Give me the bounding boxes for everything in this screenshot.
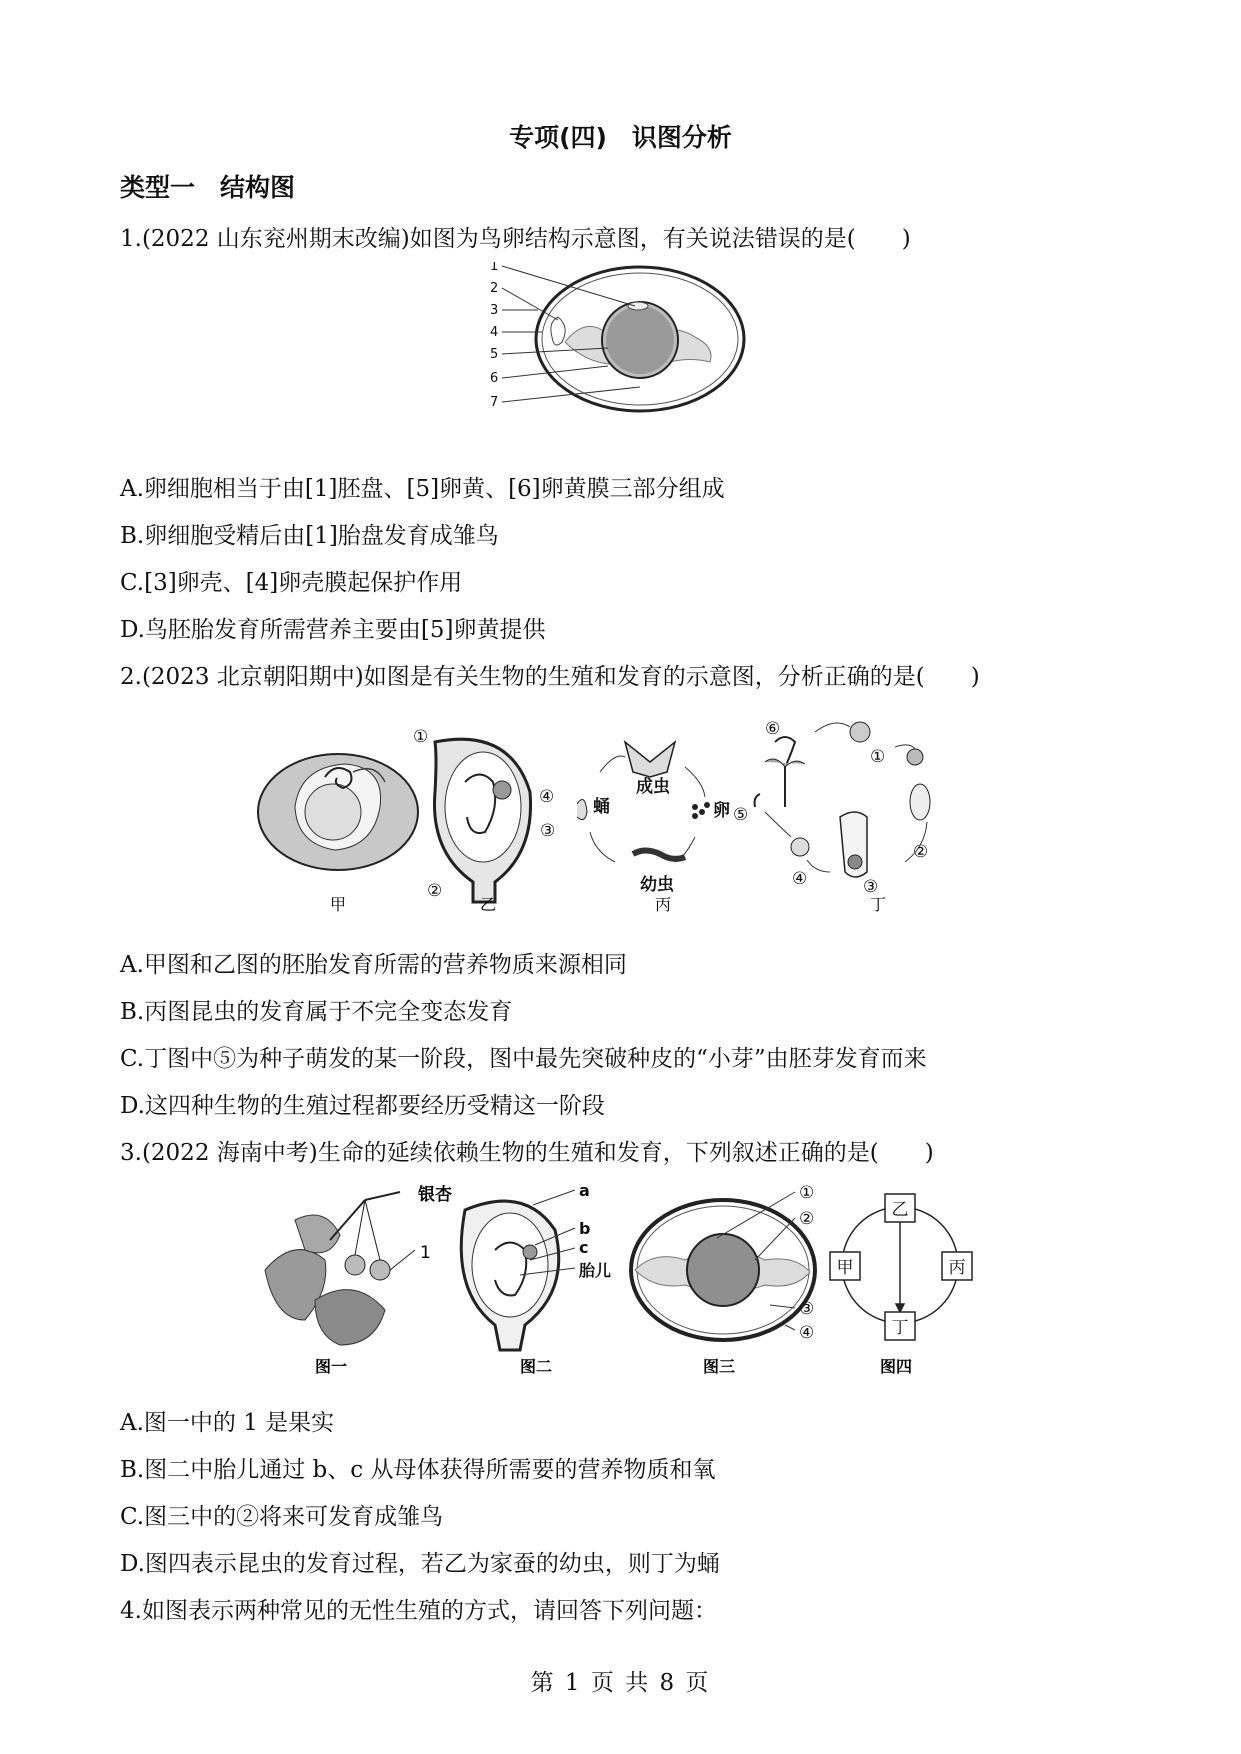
q1-option-c: C.[3]卵壳、[4]卵壳膜起保护作用 — [120, 570, 463, 596]
q1-label-3: 3 — [490, 303, 499, 318]
q3-caption-4: 图四 — [880, 1357, 913, 1376]
q3-fig2-fetus: 胎儿 — [579, 1261, 612, 1280]
q3-fig2-a: a — [579, 1181, 590, 1200]
q3-fig4-bottom: 丁 — [891, 1318, 909, 1338]
q1-stem: 1.(2022 山东兖州期末改编)如图为鸟卵结构示意图，有关说法错误的是( ) — [120, 226, 911, 252]
q2-bing-egg: 卵 — [713, 801, 730, 821]
q2-yi-label-2: ② — [427, 881, 443, 901]
q1-label-1: 1 — [490, 262, 499, 274]
q3-fig3-label-2: ② — [799, 1209, 815, 1229]
q2-bing-larva: 幼虫 — [640, 875, 674, 895]
q2-bing-adult: 成虫 — [636, 777, 670, 797]
q3-reproduction-figure — [255, 1180, 975, 1380]
q2-stem: 2.(2023 北京朝阳期中)如图是有关生物的生殖和发育的示意图，分析正确的是( ) — [120, 664, 980, 690]
q2-option-b: B.丙图昆虫的发育属于不完全变态发育 — [120, 999, 513, 1025]
q3-fig2-uterus — [461, 1190, 575, 1350]
q3-fig4-right: 丙 — [948, 1258, 966, 1278]
q3-fig4-left: 甲 — [836, 1258, 854, 1278]
q3-fig1-name: 银杏 — [418, 1185, 452, 1205]
q1-label-2: 2 — [490, 281, 499, 296]
q2-caption-yi: 乙 — [480, 895, 497, 914]
q2-ding-label-6: ⑥ — [765, 719, 781, 739]
q2-fig-yi — [434, 739, 530, 902]
q2-caption-jia: 甲 — [330, 895, 347, 914]
q2-option-a: A.甲图和乙图的胚胎发育所需的营养物质来源相同 — [120, 952, 627, 978]
q2-bing-pupa: 蛹 — [593, 797, 610, 817]
q3-caption-1: 图一 — [315, 1357, 348, 1376]
q2-yi-label-4: ④ — [539, 787, 555, 807]
q2-option-d: D.这四种生物的生殖过程都要经历受精这一阶段 — [120, 1093, 605, 1119]
q3-fig2-b: b — [579, 1219, 591, 1238]
q2-option-c: C.丁图中⑤为种子萌发的某一阶段，图中最先突破种皮的“小芽”由胚芽发育而来 — [120, 1046, 927, 1072]
q2-fig-ding — [755, 722, 930, 877]
q2-yi-label-3: ③ — [540, 821, 556, 841]
q3-fig3-label-4: ④ — [799, 1323, 815, 1343]
q2-ding-label-1: ① — [870, 747, 886, 767]
q3-fig1-num: 1 — [420, 1243, 431, 1263]
q2-ding-label-3: ③ — [863, 877, 879, 897]
page-title: 专项(四) 识图分析 — [509, 123, 732, 152]
q1-option-a: A.卵细胞相当于由[1]胚盘、[5]卵黄、[6]卵黄膜三部分组成 — [120, 476, 725, 502]
q3-option-b: B.图二中胎儿通过 b、c 从母体获得所需要的营养物质和氧 — [120, 1457, 716, 1483]
q1-label-5: 5 — [490, 347, 499, 362]
q1-bird-egg-figure — [490, 262, 750, 427]
q1-label-7: 7 — [490, 395, 499, 410]
q2-fig-jia — [258, 754, 418, 870]
q3-fig3-egg — [631, 1192, 815, 1340]
q4-stem: 4.如图表示两种常见的无性生殖的方式，请回答下列问题： — [120, 1598, 717, 1624]
q2-caption-bing: 丙 — [655, 895, 672, 914]
q1-label-6: 6 — [490, 371, 499, 386]
q2-ding-label-4: ④ — [792, 869, 808, 889]
q2-yi-label-1: ① — [413, 727, 429, 747]
q1-label-4: 4 — [490, 325, 499, 340]
page-footer: 第 1 页 共 8 页 — [530, 1670, 711, 1696]
q3-fig3-label-1: ① — [799, 1183, 815, 1203]
section-heading: 类型一 结构图 — [120, 173, 296, 202]
q3-fig2-c: c — [579, 1238, 589, 1257]
q3-option-c: C.图三中的②将来可发育成雏鸟 — [120, 1504, 444, 1530]
q1-option-b: B.卵细胞受精后由[1]胎盘发育成雏鸟 — [120, 523, 499, 549]
q1-option-d: D.鸟胚胎发育所需营养主要由[5]卵黄提供 — [120, 617, 546, 643]
q3-caption-3: 图三 — [703, 1357, 736, 1376]
q2-caption-ding: 丁 — [870, 895, 887, 914]
q3-option-d: D.图四表示昆虫的发育过程，若乙为家蚕的幼虫，则丁为蛹 — [120, 1551, 720, 1577]
q2-reproduction-figure — [255, 712, 1005, 917]
q3-fig4-top: 乙 — [891, 1200, 909, 1220]
q2-ding-label-2: ② — [913, 842, 929, 862]
q3-fig1-ginkgo — [265, 1192, 415, 1345]
q3-option-a: A.图一中的 1 是果实 — [120, 1410, 335, 1436]
q3-caption-2: 图二 — [520, 1357, 553, 1376]
q3-stem: 3.(2022 海南中考)生命的延续依赖生物的生殖和发育，下列叙述正确的是( ) — [120, 1140, 934, 1166]
q2-ding-label-5: ⑤ — [733, 805, 749, 825]
q3-fig3-label-3: ③ — [799, 1299, 815, 1319]
